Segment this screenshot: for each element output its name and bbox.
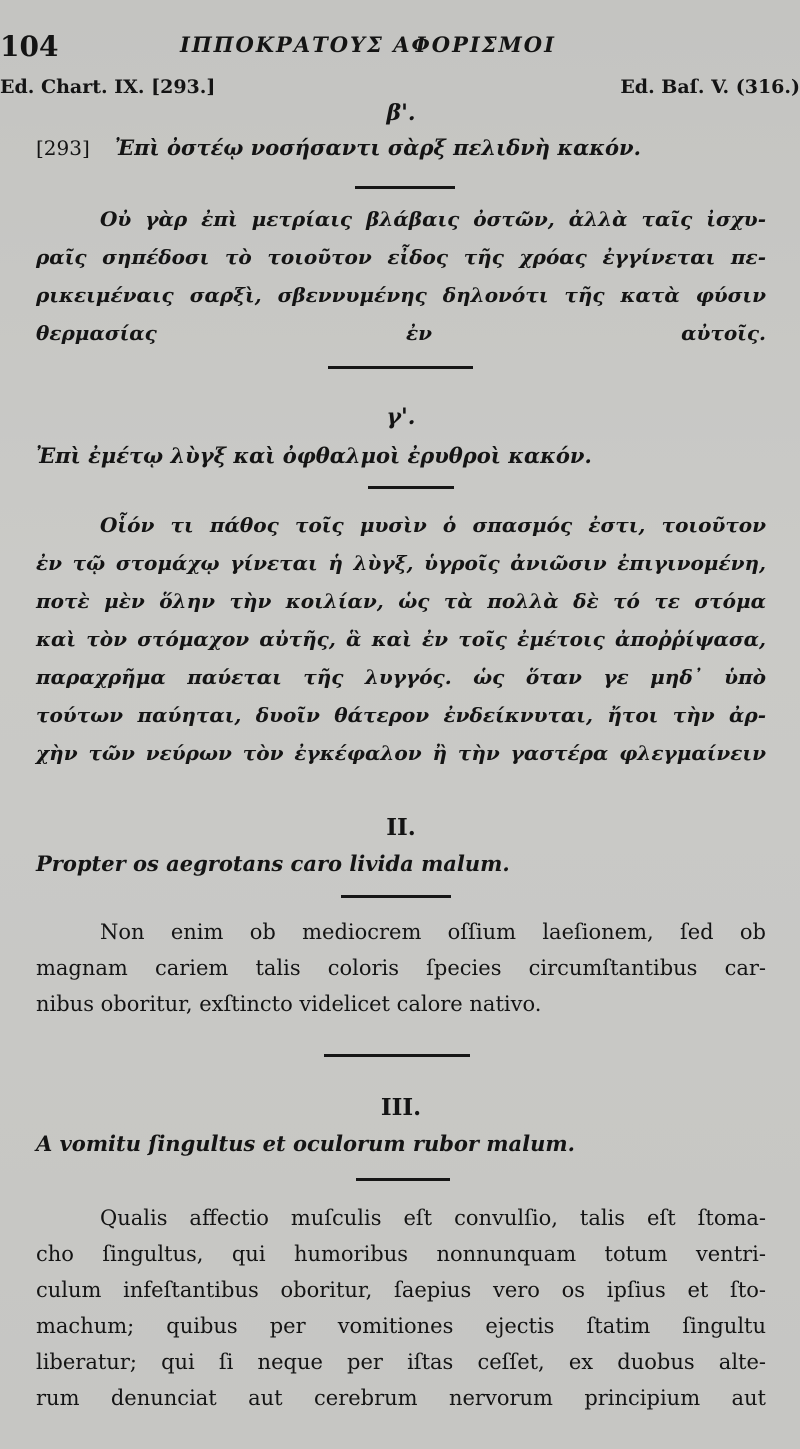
- greek-aphorism-text: Ἐπὶ ὀστέῳ νοσήσαντι σὰρξ πελιδνὴ κακόν.: [114, 135, 641, 160]
- latin-section-number: III.: [380, 1094, 422, 1121]
- commentary-line: rum denunciat aut cerebrum nervorum principium aut: [36, 1386, 766, 1410]
- greek-commentary-2-cont: [36, 238, 766, 352]
- greek-aphorism-text: Ἐπὶ ἐμέτῳ λὺγξ καὶ ὀφθαλμοὶ ἐρυθροὶ κακόν.: [36, 443, 592, 468]
- greek-aphorism-2: [36, 132, 766, 164]
- page-number: 104: [0, 30, 59, 63]
- commentary-line: culum infeſtantibus oboritur, ſaepius vero os ipſius et ſto-: [36, 1278, 766, 1302]
- greek-commentary-3: [36, 506, 766, 544]
- latin-commentary-2-cont: [36, 950, 766, 1022]
- running-title: ΙΠΠΟΚΡΑΤΟΥΣ ΑΦΟΡΙΣΜΟΙ: [180, 32, 556, 57]
- commentary-line: magnam cariem talis coloris ſpecies circumſtantibus car-: [36, 956, 766, 980]
- edition-line: [0, 76, 800, 102]
- commentary-line: ραῖς σηπέδοσι τὸ τοιοῦτον εἶδος τῆς χρόας ἐγγίνεται πε-: [36, 245, 766, 269]
- separator-rule: [328, 366, 473, 369]
- commentary-line: Οἷόν τι πάθος τοῖς μυσὶν ὁ σπασμός ἐστι, τοιοῦτον: [100, 513, 766, 537]
- commentary-line: cho ſingultus, qui humoribus nonnunquam totum ventri-: [36, 1242, 766, 1266]
- page-marker: [293]: [36, 136, 90, 160]
- commentary-line: Non enim ob mediocrem oſſium laeſionem, ſed ob: [100, 920, 766, 944]
- commentary-line: παραχρῆμα παύεται τῆς λυγγός. ὡς ὅταν γε μηδ᾽ ὑπὸ: [36, 665, 766, 689]
- greek-section-number: β'.: [386, 100, 416, 126]
- commentary-line: ἐν τῷ στομάχῳ γίνεται ἡ λὺγξ, ὑγροῖς ἀνιῶσιν ἐπιγινομένη,: [36, 551, 766, 575]
- commentary-line: Οὐ γὰρ ἐπὶ μετρίαις βλάβαις ὀστῶν, ἀλλὰ ταῖς ἰσχυ-: [100, 207, 766, 231]
- separator-rule: [356, 1178, 450, 1181]
- commentary-line: nibus oboritur, exſtincto videlicet calore nativo.: [36, 992, 542, 1016]
- latin-commentary-3: [36, 1200, 766, 1236]
- commentary-line: θερμασίας ἐν αὐτοῖς.: [36, 321, 766, 345]
- latin-aphorism-text: A vomitu ſingultus et oculorum rubor malum.: [36, 1131, 575, 1156]
- commentary-line: καὶ τὸν στόμαχον αὐτῆς, ἃ καὶ ἐν τοῖς ἐμέτοις ἀποῤῥίψασα,: [36, 627, 766, 651]
- latin-aphorism-text: Propter os aegrotans caro livida malum.: [36, 851, 510, 876]
- greek-commentary-2: [36, 200, 766, 238]
- greek-commentary-3-cont: [36, 544, 766, 772]
- latin-aphorism-2: [36, 848, 766, 880]
- latin-aphorism-3: [36, 1128, 766, 1160]
- commentary-line: machum; quibus per vomitiones ejectis ſtatim ſingultu: [36, 1314, 766, 1338]
- commentary-line: liberatur; qui ſi neque per iſtas ceſſet, ex duobus alte-: [36, 1350, 766, 1374]
- separator-rule: [355, 186, 455, 189]
- edition-chartier: Ed. Chart. IX. [293.]: [0, 76, 216, 98]
- edition-basel: Ed. Baſ. V. (316.): [620, 76, 800, 98]
- separator-rule: [324, 1054, 470, 1057]
- latin-commentary-2: [36, 914, 766, 950]
- greek-section-number: γ'.: [386, 404, 416, 430]
- commentary-line: ποτὲ μὲν ὅλην τὴν κοιλίαν, ὡς τὰ πολλὰ δὲ τό τε στόμα: [36, 589, 766, 613]
- separator-rule: [368, 486, 454, 489]
- commentary-line: χὴν τῶν νεύρων τὸν ἐγκέφαλον ἢ τὴν γαστέρα φλεγμαίνειν: [36, 741, 766, 765]
- greek-aphorism-3: [36, 440, 766, 472]
- latin-section-number: II.: [386, 814, 416, 841]
- commentary-line: τούτων παύηται, δυοῖν θάτερον ἐνδείκνυται, ἤτοι τὴν ἀρ-: [36, 703, 766, 727]
- separator-rule: [341, 895, 451, 898]
- commentary-line: ρικειμέναις σαρξὶ, σβεννυμένης δηλονότι τῆς κατὰ φύσιν: [36, 283, 766, 307]
- latin-commentary-3-cont: [36, 1236, 766, 1416]
- commentary-line: Qualis affectio muſculis eſt convulſio, talis eſt ſtoma-: [100, 1206, 766, 1230]
